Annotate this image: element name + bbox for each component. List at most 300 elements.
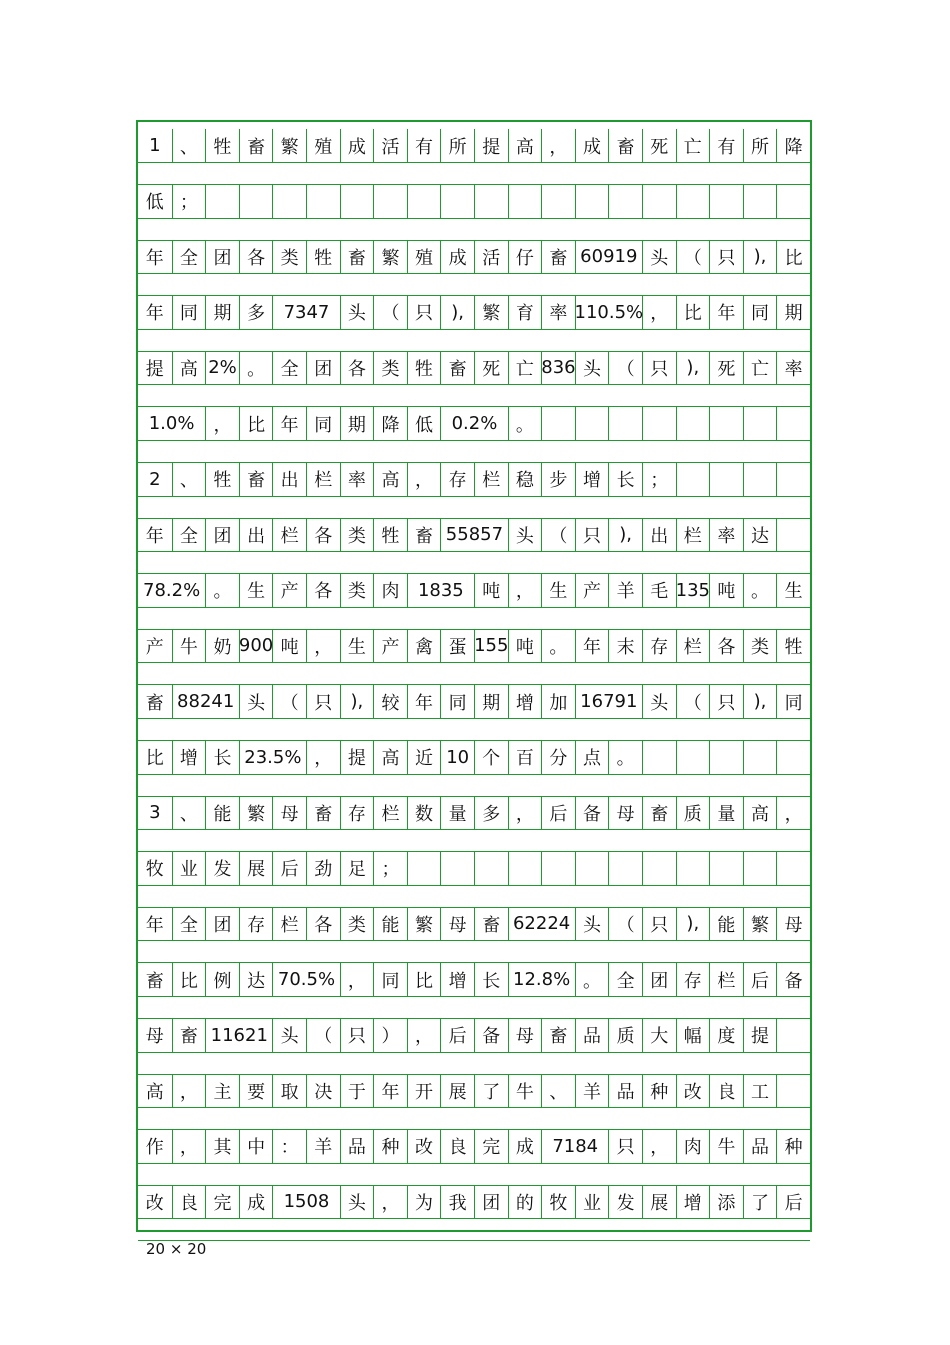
grid-char: 只	[650, 914, 669, 936]
grid-cell	[642, 129, 676, 162]
grid-char: 期	[347, 414, 366, 436]
grid-char: 后	[549, 803, 568, 825]
row-gap	[138, 718, 810, 741]
grid-char: 团	[213, 247, 232, 269]
grid-cell	[239, 240, 273, 273]
row-gap	[138, 496, 810, 519]
grid-char: 种	[381, 1137, 400, 1159]
row-gap	[138, 829, 810, 852]
grid-char: 类	[280, 247, 299, 269]
grid-char: 头	[280, 1026, 299, 1048]
grid-char: 类	[381, 358, 400, 380]
grid-char: 11621	[210, 1024, 268, 1046]
grid-char: 业	[583, 1192, 602, 1214]
grid-char: 殖	[415, 247, 434, 269]
grid-cell	[239, 741, 306, 774]
grid-char: 。	[750, 581, 769, 603]
grid-char: 品	[347, 1137, 366, 1159]
grid-char: 高	[750, 803, 769, 825]
grid-char: 。	[213, 581, 232, 603]
grid-cell	[172, 741, 206, 774]
grid-cell	[508, 185, 542, 218]
grid-cell	[474, 351, 508, 384]
grid-char: 比	[145, 748, 164, 770]
grid-char: 1835	[417, 579, 464, 601]
grid-char: 836	[541, 357, 576, 379]
grid-char: 羊	[314, 1137, 333, 1159]
grid-char: 各	[314, 525, 333, 547]
grid-cell	[172, 240, 206, 273]
grid-char: 2%	[208, 357, 237, 379]
grid-cell	[743, 741, 777, 774]
grid-char: 所	[750, 136, 769, 158]
grid-cell	[239, 963, 273, 996]
grid-cell	[373, 629, 407, 662]
grid-cell	[776, 129, 810, 162]
grid-char: 高	[145, 1081, 164, 1103]
grid-char: 牧	[549, 1192, 568, 1214]
grid-char: ，	[314, 748, 333, 770]
grid-char: ，	[650, 303, 669, 325]
grid-char: 繁	[750, 914, 769, 936]
grid-cell	[138, 629, 172, 662]
grid-char: 繁	[280, 136, 299, 158]
grid-char: 品	[583, 1026, 602, 1048]
grid-cell	[508, 852, 542, 885]
grid-cell	[642, 296, 676, 329]
row-gap	[138, 162, 810, 185]
grid-row	[138, 463, 810, 496]
grid-char: 只	[583, 525, 602, 547]
grid-cell	[743, 1185, 777, 1218]
grid-row	[138, 907, 810, 940]
grid-cell	[440, 518, 507, 551]
grid-cell	[440, 296, 474, 329]
grid-cell	[709, 741, 743, 774]
grid-char: 高	[179, 358, 198, 380]
grid-cell	[474, 574, 508, 607]
grid-char: 栏	[314, 470, 333, 492]
grid-char: 品	[750, 1137, 769, 1159]
grid-cell	[776, 463, 810, 496]
grid-cell	[508, 1019, 542, 1052]
grid-char: 后	[448, 1026, 467, 1048]
grid-char: 备	[482, 1026, 501, 1048]
grid-cell	[440, 351, 474, 384]
grid-char: 达	[247, 970, 266, 992]
grid-char: 畜	[347, 247, 366, 269]
grid-char: 种	[784, 1137, 803, 1159]
grid-cell	[541, 629, 575, 662]
grid-char: ，	[415, 470, 434, 492]
grid-cell	[138, 518, 172, 551]
grid-char: 大	[650, 1026, 669, 1048]
grid-cell	[541, 685, 575, 718]
grid-cell	[743, 1130, 777, 1163]
grid-char: 中	[247, 1137, 266, 1159]
grid-char: ，	[179, 1081, 198, 1103]
grid-cell	[205, 741, 239, 774]
grid-char: ；	[650, 470, 669, 492]
grid-cell	[608, 518, 642, 551]
grid-cell	[776, 796, 810, 829]
grid-cell	[642, 1130, 676, 1163]
grid-cell	[373, 1130, 407, 1163]
grid-char: 7184	[552, 1135, 599, 1157]
grid-cell	[743, 185, 777, 218]
grid-cell	[138, 463, 172, 496]
grid-char: 产	[145, 636, 164, 658]
grid-cell	[172, 296, 206, 329]
grid-cell	[373, 685, 407, 718]
grid-cell	[407, 1185, 441, 1218]
grid-char: 23.5%	[244, 746, 302, 768]
grid-char: 繁	[247, 803, 266, 825]
grid-cell	[642, 741, 676, 774]
grid-char: ，	[179, 1137, 198, 1159]
grid-char: 了	[482, 1081, 501, 1103]
grid-cell	[776, 741, 810, 774]
grid-char: 畜	[549, 1026, 568, 1048]
grid-char: 比	[784, 247, 803, 269]
grid-cell	[508, 1130, 542, 1163]
grid-cell	[239, 185, 273, 218]
grid-cell	[608, 1074, 642, 1107]
grid-cell	[709, 796, 743, 829]
grid-char: 后	[750, 970, 769, 992]
grid-cell	[709, 351, 743, 384]
row-gap	[138, 662, 810, 685]
grid-cell	[541, 185, 575, 218]
row-gap	[138, 329, 810, 352]
grid-cell	[776, 351, 810, 384]
grid-cell	[172, 1130, 206, 1163]
grid-cell	[440, 1074, 474, 1107]
grid-char: 亡	[515, 358, 534, 380]
grid-char: 栏	[381, 803, 400, 825]
grid-char: 母	[784, 914, 803, 936]
grid-cell	[239, 1185, 273, 1218]
grid-cell	[440, 629, 474, 662]
grid-char: 60919	[580, 246, 638, 268]
grid-cell	[373, 1074, 407, 1107]
grid-cell	[642, 185, 676, 218]
grid-char: 率	[347, 470, 366, 492]
grid-cell	[608, 741, 642, 774]
grid-char: 良	[717, 1081, 736, 1103]
grid-cell	[407, 1019, 441, 1052]
grid-char: 同	[314, 414, 333, 436]
grid-cell	[575, 907, 609, 940]
grid-char: 年	[145, 303, 164, 325]
grid-char: 头	[583, 914, 602, 936]
grid-cell	[608, 1130, 642, 1163]
grid-cell	[676, 629, 710, 662]
grid-char: 比	[415, 970, 434, 992]
grid-cell	[743, 129, 777, 162]
grid-char: 改	[145, 1192, 164, 1214]
grid-cell	[239, 685, 273, 718]
grid-cell	[776, 574, 810, 607]
grid-char: 全	[179, 247, 198, 269]
grid-char: 增	[583, 470, 602, 492]
grid-char: 率	[717, 525, 736, 547]
grid-cell	[709, 129, 743, 162]
grid-cell	[340, 741, 374, 774]
grid-cell	[575, 407, 609, 440]
grid-cell	[407, 240, 441, 273]
grid-char: 吨	[717, 581, 736, 603]
grid-cell	[776, 685, 810, 718]
grid-cell	[306, 1019, 340, 1052]
grid-row	[138, 685, 810, 718]
grid-char: 能	[381, 914, 400, 936]
grid-cell	[340, 407, 374, 440]
grid-cell	[138, 907, 172, 940]
grid-char: 成	[448, 247, 467, 269]
grid-cell	[205, 629, 239, 662]
grid-cell	[474, 741, 508, 774]
grid-char: 所	[448, 136, 467, 158]
grid-char: ),	[686, 913, 700, 935]
grid-cell	[776, 1130, 810, 1163]
grid-row	[138, 741, 810, 774]
grid-cell	[172, 796, 206, 829]
grid-char: 16791	[580, 691, 638, 712]
grid-cell	[205, 129, 239, 162]
grid-char: 降	[784, 136, 803, 158]
grid-cell	[272, 1019, 306, 1052]
grid-row	[138, 852, 810, 885]
grid-char: 奶	[213, 636, 232, 658]
grid-cell	[776, 907, 810, 940]
grid-cell	[508, 407, 542, 440]
grid-char: 降	[381, 414, 400, 436]
grid-cell	[709, 185, 743, 218]
grid-char: 展	[448, 1081, 467, 1103]
grid-char: 只	[616, 1137, 635, 1159]
grid-char: 年	[145, 525, 164, 547]
grid-char: 成	[515, 1137, 534, 1159]
grid-cell	[709, 1185, 743, 1218]
grid-char: 改	[683, 1081, 702, 1103]
manuscript-grid	[136, 120, 812, 1232]
grid-cell	[608, 574, 642, 607]
grid-cell	[407, 907, 441, 940]
grid-cell	[340, 129, 374, 162]
grid-cell	[172, 351, 206, 384]
grid-char: 备	[784, 970, 803, 992]
grid-cell	[373, 407, 407, 440]
grid-char: 畜	[448, 358, 467, 380]
grid-char: 栏	[280, 525, 299, 547]
grid-char: （	[280, 692, 299, 714]
grid-cell	[709, 518, 743, 551]
grid-cell	[474, 796, 508, 829]
grid-cell	[743, 518, 777, 551]
grid-cell	[272, 407, 306, 440]
grid-char: 育	[515, 303, 534, 325]
grid-char: 存	[650, 636, 669, 658]
grid-char: 团	[213, 914, 232, 936]
grid-cell	[676, 240, 710, 273]
grid-cell	[205, 907, 239, 940]
grid-cell	[676, 407, 710, 440]
grid-cell	[440, 185, 474, 218]
grid-char: 栏	[280, 914, 299, 936]
grid-cell	[205, 963, 239, 996]
grid-char: 。	[583, 970, 602, 992]
grid-char: 成	[583, 136, 602, 158]
grid-char: 提	[347, 748, 366, 770]
grid-char: 增	[683, 1192, 702, 1214]
grid-char: 繁	[482, 303, 501, 325]
grid-size-caption: 20 × 20	[146, 1240, 207, 1258]
grid-char: 2	[149, 468, 161, 490]
grid-char: 完	[213, 1192, 232, 1214]
grid-cell	[138, 185, 172, 218]
grid-cell	[272, 296, 339, 329]
grid-cell	[508, 685, 542, 718]
grid-cell	[172, 129, 206, 162]
grid-cell	[474, 1130, 508, 1163]
grid-char: 长	[482, 970, 501, 992]
grid-cell	[608, 185, 642, 218]
grid-char: 增	[179, 748, 198, 770]
grid-char: 后	[280, 859, 299, 881]
grid-char: 各	[347, 358, 366, 380]
grid-cell	[608, 629, 642, 662]
grid-cell	[676, 574, 710, 607]
grid-char: 135	[675, 579, 710, 601]
grid-cell	[776, 629, 810, 662]
grid-cell	[642, 574, 676, 607]
grid-cell	[709, 907, 743, 940]
grid-char: 成	[247, 1192, 266, 1214]
grid-cell	[205, 518, 239, 551]
grid-cell	[306, 1130, 340, 1163]
grid-char: 我	[448, 1192, 467, 1214]
grid-cell	[508, 907, 575, 940]
grid-char: 畜	[314, 803, 333, 825]
grid-char: （	[616, 358, 635, 380]
grid-cell	[340, 463, 374, 496]
grid-cell	[541, 574, 575, 607]
grid-char: ，	[213, 414, 232, 436]
grid-char: 提	[482, 136, 501, 158]
grid-char: 牧	[145, 859, 164, 881]
grid-char: 各	[247, 247, 266, 269]
grid-cell	[776, 240, 810, 273]
grid-cell	[172, 963, 206, 996]
grid-char: 羊	[583, 1081, 602, 1103]
grid-char: （	[314, 1026, 333, 1048]
grid-char: 78.2%	[143, 579, 201, 601]
grid-row	[138, 185, 810, 218]
grid-cell	[642, 963, 676, 996]
grid-row	[138, 796, 810, 829]
grid-char: （	[381, 303, 400, 325]
grid-cell	[272, 518, 306, 551]
grid-char: 能	[717, 914, 736, 936]
grid-char: 高	[381, 748, 400, 770]
grid-cell	[205, 185, 239, 218]
grid-char: 良	[448, 1137, 467, 1159]
grid-cell	[138, 1130, 172, 1163]
grid-char: 提	[145, 358, 164, 380]
grid-cell	[508, 351, 542, 384]
grid-char: 牛	[717, 1137, 736, 1159]
grid-cell	[340, 1185, 374, 1218]
grid-char: 1	[149, 135, 161, 156]
grid-cell	[541, 1130, 608, 1163]
grid-char: 头	[247, 692, 266, 714]
grid-cell	[642, 518, 676, 551]
grid-cell	[138, 574, 205, 607]
grid-cell	[743, 296, 777, 329]
grid-char: 生	[549, 581, 568, 603]
grid-cell	[709, 1130, 743, 1163]
grid-cell	[407, 407, 441, 440]
grid-cell	[172, 907, 206, 940]
grid-char: 母	[280, 803, 299, 825]
grid-cell	[743, 574, 777, 607]
grid-cell	[407, 685, 441, 718]
grid-cell	[575, 518, 609, 551]
grid-cell	[676, 1019, 710, 1052]
row-gap	[138, 218, 810, 241]
grid-cell	[608, 796, 642, 829]
grid-char: 类	[347, 914, 366, 936]
grid-char: 存	[347, 803, 366, 825]
grid-char: ，	[415, 1026, 434, 1048]
grid-row	[138, 574, 810, 607]
grid-cell	[474, 1074, 508, 1107]
grid-cell	[138, 1074, 172, 1107]
grid-char: 期	[213, 303, 232, 325]
grid-cell	[575, 351, 609, 384]
grid-cell	[340, 852, 374, 885]
grid-cell	[541, 1185, 575, 1218]
grid-cell	[272, 629, 306, 662]
grid-char: 头	[347, 303, 366, 325]
grid-cell	[608, 852, 642, 885]
grid-cell	[340, 518, 374, 551]
grid-char: 年	[280, 414, 299, 436]
grid-char: 出	[280, 470, 299, 492]
grid-cell	[508, 629, 542, 662]
grid-char: 900	[238, 635, 274, 657]
grid-cell	[743, 685, 777, 718]
grid-char: 同	[784, 692, 803, 714]
grid-char: 增	[448, 970, 467, 992]
grid-cell	[407, 351, 441, 384]
grid-cell	[474, 1185, 508, 1218]
grid-row	[138, 1130, 810, 1163]
grid-char: 各	[314, 914, 333, 936]
grid-cell	[575, 796, 609, 829]
grid-char: 改	[415, 1137, 434, 1159]
grid-cell	[474, 685, 508, 718]
grid-cell	[373, 741, 407, 774]
grid-cell	[575, 185, 609, 218]
grid-cell	[205, 852, 239, 885]
grid-char: 畜	[179, 1026, 198, 1048]
grid-cell	[474, 852, 508, 885]
grid-cell	[709, 240, 743, 273]
grid-cell	[743, 796, 777, 829]
grid-char: 存	[683, 970, 702, 992]
